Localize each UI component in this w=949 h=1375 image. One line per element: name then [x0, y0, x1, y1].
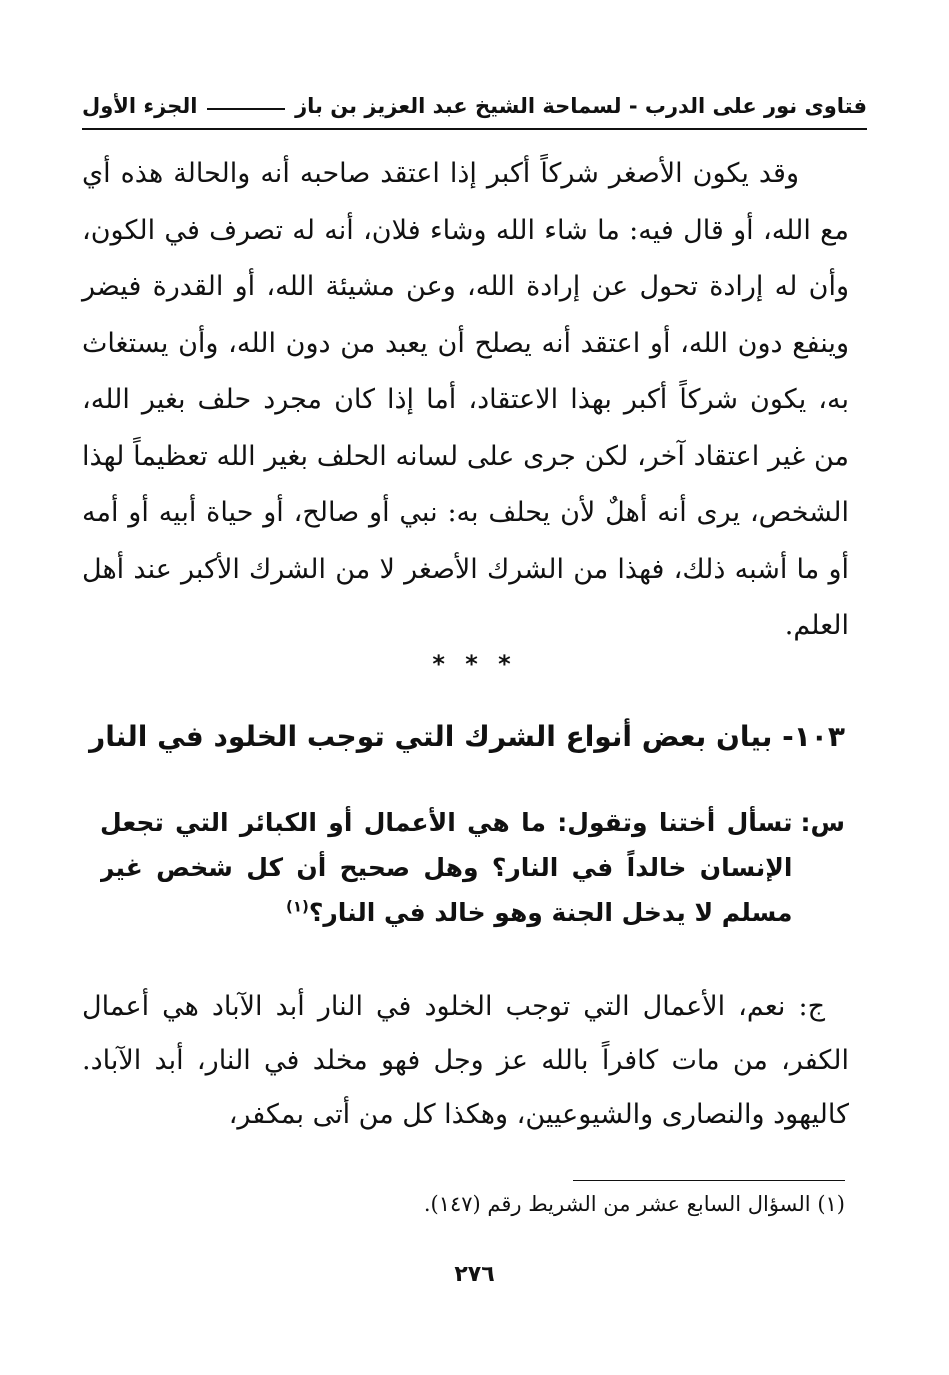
body-paragraph: وقد يكون الأصغر شركاً أكبر إذا اعتقد صاحبه أنه والحالة هذه أي مع الله، أو قال فيه: ما شاء الله وشاء فلان، أنه له تصرف في الكون، وأن له إرادة تحول عن إرادة الله، وعن مشيئة الله، أو القدرة فيضر وينفع دون الله، أو اعتقد أنه يصلح أن يعبد من دون الله، وأن يستغاث به، يكون شركاً أكبر بهذا الاعتقاد، أما إذا كان مجرد حلف بغير الله، من غير اعتقاد آخر، لكن جرى على لسانه الحلف بغير الله تعظيماً لهذا الشخص، يرى أنه أهلٌ لأن يحلف به: نبي أو صالح، أو حياة أبيه أو أمه أو ما أشبه ذلك، فهذا من الشرك الأصغر لا من الشرك الأكبر عند أهل العلم.: [82, 158, 849, 641]
running-header: [82, 86, 867, 126]
answer-label: ج:: [798, 991, 825, 1022]
question-label: س:: [800, 808, 845, 837]
footnote-rule: [573, 1180, 845, 1181]
footnote: (١) السؤال السابع عشر من الشريط رقم (١٤٧).: [423, 1192, 845, 1216]
header-leader-line: [207, 108, 285, 110]
book-title: فتاوى نور على الدرب - لسماحة الشيخ عبد العزيز بن باز: [295, 94, 867, 118]
question-body: [100, 800, 793, 935]
header-rule: [82, 128, 867, 130]
answer-text: نعم، الأعمال التي توجب الخلود في النار أبد الآباد هي أعمال الكفر، من مات كافراً بالله عز وجل فهو مخلد في النار، أبد الآباد. كاليهود والنصارى والشيوعيين، وهكذا كل من أتى بمكفر،: [82, 991, 849, 1130]
question-block: [100, 800, 845, 935]
volume-label: الجزء الأول: [82, 94, 198, 118]
page-number: ٢٧٦: [454, 1262, 495, 1287]
footnote-reference: (١): [285, 897, 309, 916]
question-text: تسأل أختنا وتقول: ما هي الأعمال أو الكبائر التي تجعل الإنسان خالداً في النار؟ وهل صحيح أن كل شخص غير مسلم لا يدخل الجنة وهو خالد في النار؟: [100, 808, 793, 927]
section-title: ١٠٣- بيان بعض أنواع الشرك التي توجب الخلود في النار: [89, 720, 845, 753]
section-separator: * * *: [432, 650, 517, 678]
answer-block: [82, 980, 849, 1142]
